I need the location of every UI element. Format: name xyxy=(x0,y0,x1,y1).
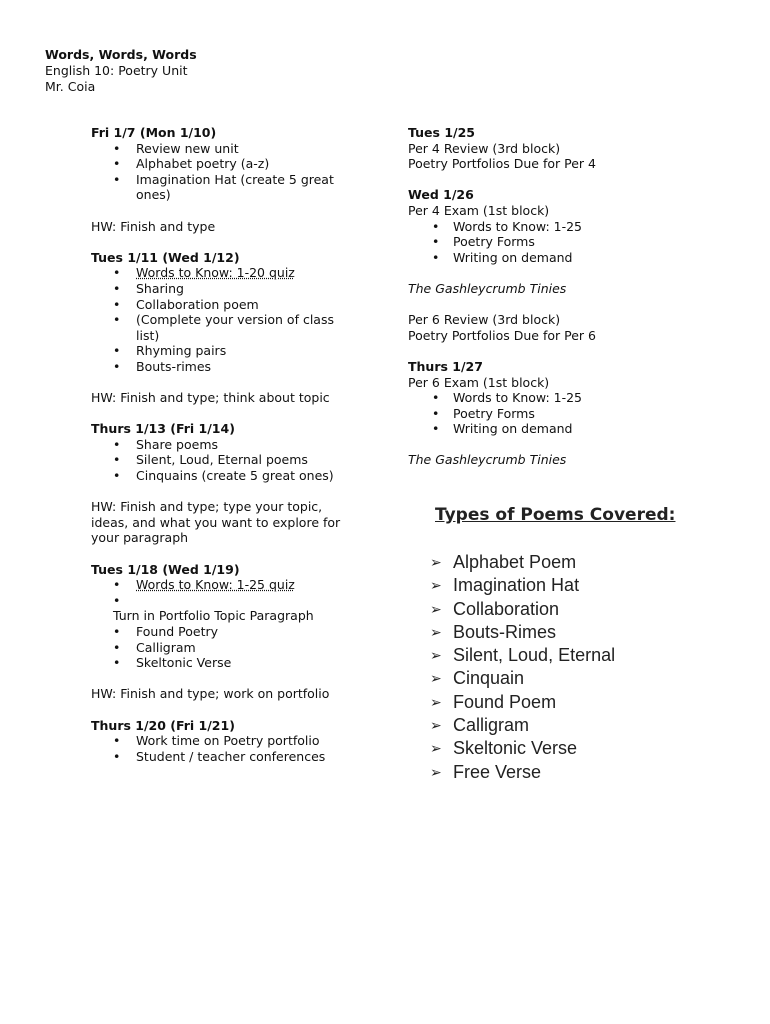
section-date: Thurs 1/27 xyxy=(408,358,483,374)
list-item: • Calligram xyxy=(91,640,361,656)
poem-type-label: Skeltonic Verse xyxy=(453,738,578,759)
document-title: Words, Words, Words xyxy=(45,47,197,62)
list-item: • (Complete your version of class list) xyxy=(91,312,361,343)
list-item: • Share poems xyxy=(91,437,361,453)
poem-type-label: Silent, Loud, Eternal xyxy=(453,645,616,666)
exam-topic-list xyxy=(408,390,738,437)
portfolio-note: Turn in Portfolio Topic Paragraph xyxy=(113,608,314,624)
list-item: • Found Poetry xyxy=(91,624,361,640)
book-title: The Gashleycrumb Tinies xyxy=(408,452,567,468)
schedule-line: Poetry Portfolios Due for Per 4 xyxy=(408,156,596,172)
section-date: Thurs 1/13 (Fri 1/14) xyxy=(91,421,235,437)
schedule-section xyxy=(91,562,361,671)
arrow-bullet-icon: ➢ xyxy=(430,717,442,734)
list-item: • Sharing xyxy=(91,281,361,297)
section-date: Tues 1/11 (Wed 1/12) xyxy=(91,249,240,265)
list-item: • Work time on Poetry portfolio xyxy=(91,733,361,749)
schedule-section xyxy=(91,250,361,375)
arrow-bullet-icon: ➢ xyxy=(430,693,442,710)
list-item: • Bouts-rimes xyxy=(91,359,361,375)
arrow-bullet-icon: ➢ xyxy=(430,600,442,617)
activity-list xyxy=(91,265,361,374)
arrow-bullet-icon: ➢ xyxy=(430,670,442,687)
arrow-bullet-icon: ➢ xyxy=(430,577,442,594)
arrow-bullet-icon: ➢ xyxy=(430,647,442,664)
schedule-section xyxy=(408,359,738,437)
activity-list xyxy=(91,577,361,608)
poem-type-item xyxy=(430,667,615,690)
poem-type-item xyxy=(430,598,615,621)
poem-type-item xyxy=(430,574,615,597)
schedule-section xyxy=(408,312,738,343)
poem-types-list xyxy=(430,551,615,784)
poem-type-label: Calligram xyxy=(453,715,530,736)
poem-type-label: Imagination Hat xyxy=(453,575,580,596)
poem-type-label: Cinquain xyxy=(453,668,525,689)
schedule-line: Per 4 Review (3rd block) xyxy=(408,140,561,156)
schedule-line: Per 6 Review (3rd block) xyxy=(408,312,561,328)
poem-type-item xyxy=(430,644,615,667)
poem-type-label: Collaboration xyxy=(453,598,560,619)
homework-note: HW: Finish and type; work on portfolio xyxy=(91,686,330,702)
homework-note: HW: Finish and type xyxy=(91,218,216,234)
poem-type-item xyxy=(430,621,615,644)
arrow-bullet-icon: ➢ xyxy=(430,763,442,780)
exam-topic-list xyxy=(408,219,738,266)
poem-type-item xyxy=(430,691,615,714)
poem-types-heading: Types of Poems Covered: xyxy=(435,505,676,525)
section-date: Thurs 1/20 (Fri 1/21) xyxy=(91,717,235,733)
schedule-line: Per 4 Exam (1st block) xyxy=(408,202,550,218)
list-item: • Writing on demand xyxy=(408,250,738,266)
schedule-section xyxy=(408,187,738,265)
list-item: • Review new unit xyxy=(91,141,361,157)
list-item: • Writing on demand xyxy=(408,421,738,437)
homework-note: HW: Finish and type; type your topic, ideas, and what you want to explore for your paragraph xyxy=(91,499,341,546)
section-date: Wed 1/26 xyxy=(408,187,474,203)
list-item: • Cinquains (create 5 great ones) xyxy=(91,468,361,484)
schedule-section xyxy=(91,718,361,765)
schedule-section xyxy=(91,125,361,203)
schedule-section xyxy=(408,125,738,172)
list-item: • Poetry Forms xyxy=(408,406,738,422)
poem-type-item xyxy=(430,551,615,574)
list-item: • Poetry Forms xyxy=(408,234,738,250)
list-item: • Silent, Loud, Eternal poems xyxy=(91,452,361,468)
activity-list xyxy=(91,141,361,203)
list-item: • Imagination Hat (create 5 great ones) xyxy=(91,172,361,203)
list-item: • Rhyming pairs xyxy=(91,343,361,359)
poem-type-item xyxy=(430,714,615,737)
poem-type-label: Found Poem xyxy=(453,691,557,712)
arrow-bullet-icon: ➢ xyxy=(430,623,442,640)
activity-list xyxy=(91,624,361,671)
section-date: Fri 1/7 (Mon 1/10) xyxy=(91,125,217,140)
book-title: The Gashleycrumb Tinies xyxy=(408,280,567,296)
list-item: • Collaboration poem xyxy=(91,297,361,313)
arrow-bullet-icon: ➢ xyxy=(430,740,442,757)
list-item: • Words to Know: 1-25 xyxy=(408,390,738,406)
list-item: • Alphabet poetry (a-z) xyxy=(91,156,361,172)
section-date: Tues 1/18 (Wed 1/19) xyxy=(91,561,240,577)
schedule-right-column xyxy=(408,125,738,484)
schedule-line: Poetry Portfolios Due for Per 6 xyxy=(408,327,596,343)
list-item: • Skeltonic Verse xyxy=(91,655,361,671)
document-header xyxy=(45,47,197,95)
schedule-section xyxy=(91,421,361,483)
section-date: Tues 1/25 xyxy=(408,125,475,140)
homework-note: HW: Finish and type; think about topic xyxy=(91,390,330,406)
poem-type-label: Bouts-Rimes xyxy=(453,621,557,642)
course-name: English 10: Poetry Unit xyxy=(45,63,188,78)
poem-type-label: Alphabet Poem xyxy=(453,552,577,572)
list-item: • Words to Know: 1-25 xyxy=(408,219,738,235)
arrow-bullet-icon: ➢ xyxy=(430,554,442,570)
poem-type-item xyxy=(430,737,615,760)
list-item: • Student / teacher conferences xyxy=(91,749,361,765)
list-item: • Words to Know: 1-25 quiz xyxy=(91,577,361,593)
poem-type-item xyxy=(430,761,615,784)
schedule-left-column xyxy=(91,125,361,780)
activity-list xyxy=(91,733,361,764)
poem-type-label: Free Verse xyxy=(453,761,542,782)
list-item: • Words to Know: 1-20 quiz xyxy=(91,265,361,281)
schedule-line: Per 6 Exam (1st block) xyxy=(408,374,550,390)
teacher-name: Mr. Coia xyxy=(45,79,96,94)
list-item-empty xyxy=(91,593,361,609)
activity-list xyxy=(91,437,361,484)
